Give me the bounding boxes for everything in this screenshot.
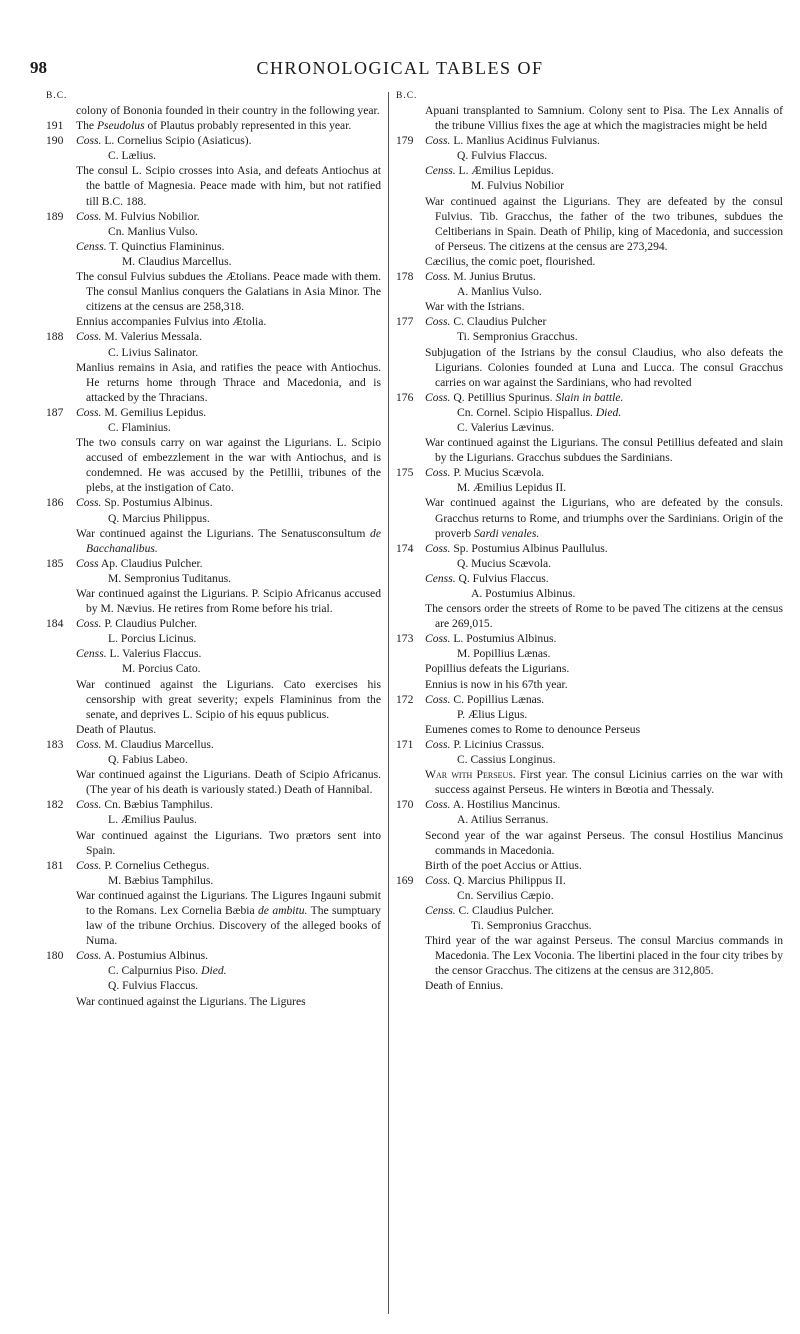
magistrate-line xyxy=(76,254,381,269)
magistrate-line xyxy=(425,284,783,299)
year-number: 184 xyxy=(46,617,64,631)
magistrate-line xyxy=(76,209,381,224)
text-run: C. Claudius Pulcher. xyxy=(455,903,554,917)
text-run: The sumptuary law of the tribune Orchius. Discovery of the alleged books of Numa. xyxy=(86,903,381,948)
text-run: Sp. Postumius Albinus. xyxy=(101,496,213,510)
year-number: 174 xyxy=(396,541,414,555)
text-run: M. Fulvius Nobilior. xyxy=(101,209,200,223)
text-run: Birth of the poet Accius or Attius. xyxy=(425,858,582,872)
event-paragraph xyxy=(76,677,381,722)
magistrate-line xyxy=(425,646,783,661)
year-number: 186 xyxy=(46,496,64,510)
text-run: Q. Fulvius Flaccus. xyxy=(457,149,548,163)
text-run: M. Claudius Marcellus. xyxy=(101,737,214,751)
text-run: L. Cornelius Scipio (Asiaticus). xyxy=(101,134,252,148)
magistrate-line xyxy=(425,571,783,586)
column-divider xyxy=(388,92,389,1314)
left-entries xyxy=(46,103,381,1009)
text-run: Q. Fulvius Flaccus. xyxy=(108,979,199,993)
text-run: Coss. xyxy=(425,737,451,751)
event-paragraph xyxy=(425,722,783,737)
entry-body xyxy=(425,314,783,389)
magistrate-line xyxy=(425,163,783,178)
text-run: L. Postumius Albinus. xyxy=(450,632,557,646)
text-run: The consul L. Scipio crosses into Asia, and defeats Antiochus at the battle of Magnesia. Peace made with him, but not ratified till B.C. 188. xyxy=(76,164,381,208)
chronology-entry xyxy=(46,737,381,797)
text-run: Death of Plautus. xyxy=(76,722,157,736)
magistrate-line xyxy=(76,797,381,812)
text-run: M. Popillius Lænas. xyxy=(457,647,551,661)
chronology-entry xyxy=(396,797,783,872)
text-run: colony of Bononia founded in their country in the following year. xyxy=(76,104,380,117)
year-number: 171 xyxy=(396,737,414,751)
magistrate-line xyxy=(76,963,381,978)
event-paragraph xyxy=(425,933,783,978)
text-run: Ennius accompanies Fulvius into Ætolia. xyxy=(76,315,267,329)
magistrate-line xyxy=(76,571,381,586)
entry-body xyxy=(425,873,783,994)
magistrate-line xyxy=(425,541,783,556)
chronology-entry xyxy=(396,465,783,540)
page-number: 98 xyxy=(30,58,47,77)
text-run: Pseudolus xyxy=(96,119,145,133)
text-run: War continued against the Ligurians. Cato exercises his censorship with great severity; expels Flamininus from the senate, and deprives L. Scipio of his equus publicus. xyxy=(76,677,381,721)
text-run: Coss. xyxy=(76,617,102,631)
era-label-right: B.C. xyxy=(396,91,418,101)
year-number: 173 xyxy=(396,632,414,646)
text-run: M. Fulvius Nobilior xyxy=(471,179,565,193)
magistrate-line xyxy=(425,405,783,420)
magistrate-line xyxy=(76,133,381,148)
magistrate-line xyxy=(425,178,783,193)
year-number: 189 xyxy=(46,209,64,223)
magistrate-line xyxy=(76,405,381,420)
text-run: Coss. xyxy=(76,330,102,344)
entry-body xyxy=(425,541,783,632)
text-run: Cn. Servilius Cæpio. xyxy=(457,888,554,902)
year-number: 176 xyxy=(396,390,414,404)
entry-body xyxy=(76,209,381,330)
event-paragraph xyxy=(76,767,381,797)
text-run: Cn. Manlius Vulso. xyxy=(108,224,198,238)
text-run: War continued against the Ligurians. The Senatusconsultum xyxy=(76,526,371,540)
chronology-entry xyxy=(396,873,783,994)
text-run: Coss. xyxy=(76,209,102,223)
text-run: Apuani transplanted to Samnium. Colony sent to Pisa. The Lex Annalis of the tribune Villius fixes the age at which the magistracies might be held xyxy=(425,104,783,133)
text-run: War with the Istrians. xyxy=(425,300,525,314)
magistrate-line xyxy=(425,133,783,148)
text-run: Coss. xyxy=(425,270,451,284)
chronology-entry xyxy=(46,858,381,949)
entry-body xyxy=(425,269,783,314)
chronology-entry xyxy=(46,556,381,616)
entry-body xyxy=(425,797,783,872)
magistrate-line xyxy=(76,812,381,827)
magistrate-line xyxy=(76,948,381,963)
chronology-entry xyxy=(46,797,381,857)
entry-body xyxy=(76,495,381,555)
text-run: War with Perseus. xyxy=(425,768,516,782)
text-run: Coss. xyxy=(76,798,102,812)
text-run: Popillius defeats the Ligurians. xyxy=(425,662,570,676)
year-number: 170 xyxy=(396,798,414,812)
text-run: Slain in battle. xyxy=(555,390,624,404)
event-paragraph xyxy=(76,269,381,314)
event-paragraph xyxy=(76,163,381,208)
entry-body xyxy=(425,103,783,133)
text-run: Coss. xyxy=(76,405,102,419)
entry-body xyxy=(425,390,783,465)
event-paragraph xyxy=(425,828,783,858)
text-run: Ti. Sempronius Gracchus. xyxy=(471,919,592,933)
magistrate-line xyxy=(425,797,783,812)
magistrate-line xyxy=(425,420,783,435)
text-run: Coss. xyxy=(76,949,102,963)
year-number: 191 xyxy=(46,119,64,133)
magistrate-line xyxy=(76,631,381,646)
event-paragraph xyxy=(425,495,783,540)
magistrate-line xyxy=(425,918,783,933)
text-run: Coss. xyxy=(425,632,451,646)
era-label-left: B.C. xyxy=(46,91,68,101)
text-run: M. Porcius Cato. xyxy=(122,662,201,676)
running-title: CHRONOLOGICAL TABLES OF xyxy=(256,58,544,78)
text-run: L. Valerius Flaccus. xyxy=(106,647,202,661)
text-run: Coss. xyxy=(76,858,102,872)
magistrate-line xyxy=(425,148,783,163)
event-paragraph xyxy=(425,103,783,133)
text-run: Cn. Bæbius Tamphilus. xyxy=(101,798,213,812)
text-run: Q. Fulvius Flaccus. xyxy=(455,571,549,585)
text-run: M. Gemilius Lepidus. xyxy=(101,405,207,419)
event-paragraph xyxy=(76,435,381,495)
year-number: 190 xyxy=(46,134,64,148)
text-run: The two consuls carry on war against the Ligurians. L. Scipio accused of embezzlement in the war with Antiochus, and is condemned. He was accused by the Petillii, tribunes of the plebs, at the instigation of Cato. xyxy=(76,436,381,495)
text-run: Ennius is now in his 67th year. xyxy=(425,677,568,691)
text-run: Q. Mucius Scævola. xyxy=(457,556,552,570)
entry-body xyxy=(76,948,381,1008)
text-run: The xyxy=(76,119,97,133)
text-run: P. Cornelius Cethegus. xyxy=(101,858,210,872)
magistrate-line xyxy=(425,329,783,344)
text-run: War continued against the Ligurians. The consul Petillius defeated and slain by the Ligurians. Gracchus subdues the Sardinians. xyxy=(425,436,783,465)
magistrate-line xyxy=(425,707,783,722)
magistrate-line xyxy=(76,148,381,163)
chronology-entry xyxy=(396,541,783,632)
text-run: C. Popillius Lænas. xyxy=(450,692,545,706)
year-number: 177 xyxy=(396,315,414,329)
text-run: A. Manlius Vulso. xyxy=(457,285,542,299)
chronology-entry xyxy=(46,616,381,737)
chronology-entry xyxy=(396,737,783,797)
text-run: War continued against the Ligurians. Death of Scipio Africanus. (The year of his death is variously stated.) Death of Hannibal. xyxy=(76,768,381,797)
event-paragraph xyxy=(76,103,381,118)
year-number: 175 xyxy=(396,466,414,480)
chronology-entry xyxy=(46,133,381,208)
right-entries xyxy=(396,103,783,994)
chronology-entry xyxy=(396,269,783,314)
magistrate-line xyxy=(425,812,783,827)
text-run: L. Porcius Licinus. xyxy=(108,632,197,646)
magistrate-line xyxy=(425,888,783,903)
text-run: War continued against the Ligurians. The Ligures Ingauni submit to the Romans. Lex Cornelia Bæbia xyxy=(76,888,381,917)
text-run: War continued against the Ligurians, who are defeated by the consuls. Gracchus returns to Rome, and triumphs over the Sardinians. Origin of the proverb xyxy=(425,496,783,540)
text-run: A. Atilius Serranus. xyxy=(457,813,549,827)
text-run: Censs. xyxy=(425,903,456,917)
entry-body xyxy=(76,133,381,208)
entry-body xyxy=(76,616,381,737)
entry-body xyxy=(76,329,381,404)
text-run: M. Claudius Marcellus. xyxy=(122,254,232,268)
magistrate-line xyxy=(425,465,783,480)
text-run: Sp. Postumius Albinus Paullulus. xyxy=(450,541,608,555)
text-run: Coss. xyxy=(425,315,451,329)
text-run: Coss. xyxy=(425,390,451,404)
chronology-entry xyxy=(46,948,381,1008)
year-number: 182 xyxy=(46,798,64,812)
text-run: Coss. xyxy=(76,737,102,751)
text-run: Second year of the war against Perseus. The consul Hostilius Mancinus commands in Macedonia. xyxy=(425,828,783,857)
text-run: War continued against the Ligurians. The Ligures xyxy=(76,994,306,1008)
event-paragraph xyxy=(425,345,783,390)
text-run: Subjugation of the Istrians by the consul Claudius, who also defeats the Ligurians. Colonies founded at Luna and Lucca. The consul Gracchus carries on war against the Sardinians, who had revolted xyxy=(425,345,783,389)
text-run: de Bacchanalibus. xyxy=(86,526,381,555)
text-run: T. Quinctius Flamininus. xyxy=(106,239,225,253)
event-paragraph xyxy=(425,601,783,631)
text-run: P. Ælius Ligus. xyxy=(457,707,528,721)
magistrate-line xyxy=(76,646,381,661)
year-number: 183 xyxy=(46,737,64,751)
text-run: A. Postumius Albinus. xyxy=(101,949,209,963)
text-run: C. Claudius Pulcher xyxy=(450,315,547,329)
text-run: C. Cassius Longinus. xyxy=(457,753,556,767)
magistrate-line xyxy=(76,224,381,239)
chronology-entry xyxy=(396,631,783,691)
text-run: of Plautus probably represented in this year. xyxy=(144,119,352,133)
text-run: Q. Marcius Philippus II. xyxy=(450,873,566,887)
year-number: 187 xyxy=(46,405,64,419)
chronology-entry xyxy=(46,495,381,555)
text-run: M. Æmilius Lepidus II. xyxy=(457,481,567,495)
event-paragraph xyxy=(76,118,381,133)
event-paragraph xyxy=(425,661,783,676)
event-paragraph xyxy=(76,994,381,1009)
text-run: C. Flaminius. xyxy=(108,420,171,434)
text-run: Coss. xyxy=(425,466,451,480)
magistrate-line xyxy=(76,752,381,767)
text-run: Q. Fabius Labeo. xyxy=(108,753,188,767)
text-run: Death of Ennius. xyxy=(425,979,504,993)
chronology-entry xyxy=(396,103,783,133)
chronology-entry xyxy=(396,390,783,465)
text-run: A. Hostilius Mancinus. xyxy=(450,798,561,812)
text-run: M. Sempronius Tuditanus. xyxy=(108,571,232,585)
text-run: Died. xyxy=(595,405,622,419)
text-run: Manlius remains in Asia, and ratifies the peace with Antiochus. He returns home through Thrace and Macedonia, and is attacked by the Thracians. xyxy=(76,360,381,404)
text-run: C. Calpurnius Piso. xyxy=(108,964,202,978)
entry-body xyxy=(76,737,381,797)
chronology-entry xyxy=(46,103,381,118)
text-run: Died. xyxy=(201,964,227,978)
magistrate-line xyxy=(425,752,783,767)
event-paragraph xyxy=(76,722,381,737)
text-run: Ap. Claudius Pulcher. xyxy=(98,556,203,570)
magistrate-line xyxy=(76,616,381,631)
event-paragraph xyxy=(425,677,783,692)
magistrate-line xyxy=(76,737,381,752)
magistrate-line xyxy=(425,737,783,752)
magistrate-line xyxy=(76,873,381,888)
text-run: P. Mucius Scævola. xyxy=(450,466,545,480)
magistrate-line xyxy=(425,314,783,329)
year-number: 172 xyxy=(396,692,414,706)
text-run: L. Æmilius Paulus. xyxy=(108,813,197,827)
event-paragraph xyxy=(76,888,381,948)
text-run: C. Livius Salinator. xyxy=(108,345,199,359)
text-run: P. Licinius Crassus. xyxy=(450,737,545,751)
event-paragraph xyxy=(425,299,783,314)
chronology-entry xyxy=(46,329,381,404)
text-run: Eumenes comes to Rome to denounce Perseus xyxy=(425,722,641,736)
chronology-entry xyxy=(396,133,783,269)
magistrate-line xyxy=(76,345,381,360)
text-run: M. Junius Brutus. xyxy=(450,270,536,284)
text-run: Q. Petillius Spurinus. xyxy=(450,390,556,404)
entry-body xyxy=(425,631,783,691)
text-run: M. Bæbius Tamphilus. xyxy=(108,873,214,887)
magistrate-line xyxy=(425,631,783,646)
chronology-entry xyxy=(46,405,381,496)
text-run: C. Valerius Lævinus. xyxy=(457,420,555,434)
text-run: M. Valerius Messala. xyxy=(101,330,203,344)
text-run: Sardi venales. xyxy=(473,526,540,540)
text-run: L. Manlius Acidinus Fulvianus. xyxy=(450,134,600,148)
text-run: First year. The consul Licinius carries on the war with success against Perseus. He winters in Bœotia and Thessaly. xyxy=(435,768,783,797)
entry-body xyxy=(76,556,381,616)
magistrate-line xyxy=(425,269,783,284)
text-run: Censs. xyxy=(76,239,107,253)
entry-body xyxy=(425,465,783,540)
year-number: 188 xyxy=(46,330,64,344)
text-run: The censors order the streets of Rome to be paved The citizens at the census are 269,015. xyxy=(425,602,783,631)
event-paragraph xyxy=(425,858,783,873)
event-paragraph xyxy=(76,586,381,616)
chronology-entry xyxy=(396,314,783,389)
entry-body xyxy=(76,103,381,118)
event-paragraph xyxy=(425,978,783,993)
page-header xyxy=(0,58,800,82)
magistrate-line xyxy=(76,420,381,435)
event-paragraph xyxy=(76,360,381,405)
text-run: Coss. xyxy=(425,541,451,555)
text-run: de ambitu. xyxy=(258,903,308,917)
text-run: Censs. xyxy=(425,164,456,178)
event-paragraph xyxy=(76,526,381,556)
magistrate-line xyxy=(425,586,783,601)
text-run: Coss. xyxy=(76,134,102,148)
year-number: 185 xyxy=(46,556,64,570)
magistrate-line xyxy=(425,873,783,888)
magistrate-line xyxy=(76,858,381,873)
text-run: Coss xyxy=(76,556,99,570)
text-run: Coss. xyxy=(425,692,451,706)
year-number: 180 xyxy=(46,949,64,963)
chronology-entry xyxy=(46,209,381,330)
year-number: 169 xyxy=(396,873,414,887)
entry-body xyxy=(76,118,381,133)
text-run: Censs. xyxy=(425,571,456,585)
text-run: Q. Marcius Philippus. xyxy=(108,511,210,525)
text-run: A. Postumius Albinus. xyxy=(471,587,576,600)
event-paragraph xyxy=(76,314,381,329)
left-column xyxy=(46,90,381,1009)
text-run: Coss. xyxy=(425,873,451,887)
text-run: Cn. Cornel. Scipio Hispallus. xyxy=(457,405,596,419)
right-column xyxy=(396,90,783,994)
magistrate-line xyxy=(425,390,783,405)
text-run: The consul Fulvius subdues the Ætolians. Peace made with them. The consul Manlius conquers the Galatians in Asia Minor. The citizens at the census are 258,318. xyxy=(76,270,381,314)
entry-body xyxy=(425,737,783,797)
magistrate-line xyxy=(76,329,381,344)
text-run: C. Lælius. xyxy=(108,149,156,163)
chronology-entry xyxy=(46,118,381,133)
magistrate-line xyxy=(76,661,381,676)
text-run: Ti. Sempronius Gracchus. xyxy=(457,330,578,344)
text-run: Coss. xyxy=(76,496,102,510)
magistrate-line xyxy=(76,495,381,510)
entry-body xyxy=(76,858,381,949)
text-run: War continued against the Ligurians. Two prætors sent into Spain. xyxy=(76,828,381,857)
chronology-entry xyxy=(396,692,783,737)
text-run: War continued against the Ligurians. They are defeated by the consul Fulvius. Tib. Gracchus, the father of the two tribunes, subdues the Celtiberians in Spain. Death of Philip, king of Macedonia, and succession of Perseus. The citizens at the census are 273,294. xyxy=(425,194,783,253)
text-run: Censs. xyxy=(76,647,107,661)
event-paragraph xyxy=(425,254,783,269)
magistrate-line xyxy=(425,480,783,495)
entry-body xyxy=(425,692,783,737)
text-run: Cæcilius, the comic poet, flourished. xyxy=(425,254,596,268)
text-run: P. Claudius Pulcher. xyxy=(101,617,198,631)
magistrate-line xyxy=(76,239,381,254)
year-number: 179 xyxy=(396,134,414,148)
entry-body xyxy=(76,797,381,857)
magistrate-line xyxy=(425,903,783,918)
text-run: Third year of the war against Perseus. The consul Marcius commands in Macedonia. The Lex Voconia. The libertini placed in the four city tribes by the censor Gracchus. The citizens at the census are 312,805. xyxy=(425,934,783,978)
magistrate-line xyxy=(425,692,783,707)
event-paragraph xyxy=(425,194,783,254)
event-paragraph xyxy=(425,767,783,797)
magistrate-line xyxy=(76,511,381,526)
text-run: L. Æmilius Lepidus. xyxy=(455,164,554,178)
magistrate-line xyxy=(76,556,381,571)
event-paragraph xyxy=(76,828,381,858)
entry-body xyxy=(76,405,381,496)
year-number: 181 xyxy=(46,858,64,872)
text-run: War continued against the Ligurians. P. Scipio Africanus accused by M. Nævius. He retires from Rome before his trial. xyxy=(76,587,381,616)
magistrate-line xyxy=(425,556,783,571)
magistrate-line xyxy=(76,978,381,993)
text-run: Coss. xyxy=(425,798,451,812)
text-run: Coss. xyxy=(425,134,451,148)
year-number: 178 xyxy=(396,270,414,284)
entry-body xyxy=(425,133,783,269)
event-paragraph xyxy=(425,435,783,465)
